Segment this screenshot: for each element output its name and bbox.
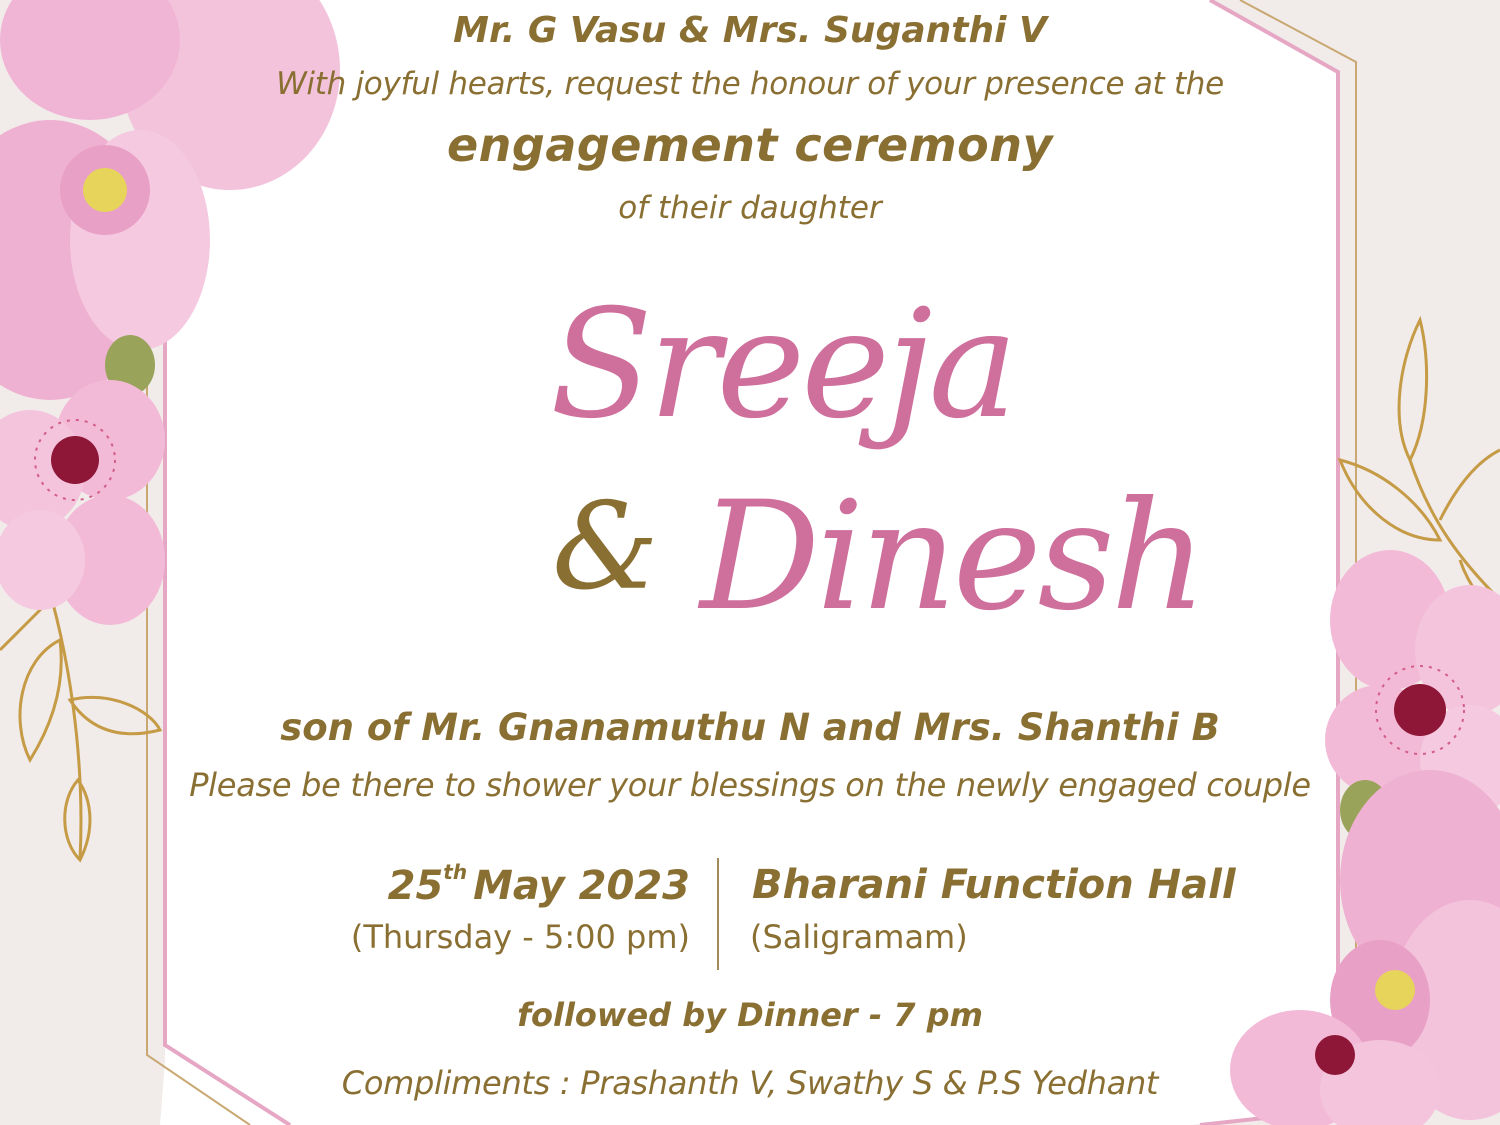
blessing-line: Please be there to shower your blessings on the newly engaged couple xyxy=(189,766,1311,804)
request-line: With joyful hearts, request the honour of your presence at the xyxy=(276,66,1224,102)
compliments-line: Compliments : Prashanth V, Swathy S & P.S Yedhant xyxy=(341,1064,1159,1102)
event-date xyxy=(388,860,690,909)
groom-name: Dinesh xyxy=(700,470,1204,644)
bride-name: Sreeja xyxy=(550,278,1014,452)
ampersand: & xyxy=(552,478,659,617)
relation-line: of their daughter xyxy=(618,190,882,226)
event-day-time: (Thursday - 5:00 pm) xyxy=(350,918,690,956)
date-suffix: th xyxy=(443,860,468,884)
dinner-line: followed by Dinner - 7 pm xyxy=(517,996,983,1034)
date-month-year: May 2023 xyxy=(473,863,690,909)
groom-parents-line: son of Mr. Gnanamuthu N and Mrs. Shanthi B xyxy=(280,706,1220,749)
hosts-line: Mr. G Vasu & Mrs. Suganthi V xyxy=(453,10,1047,51)
event-title: engagement ceremony xyxy=(446,118,1054,172)
venue-area: (Saligramam) xyxy=(750,918,968,956)
date-day: 25 xyxy=(387,863,444,909)
pink-blossom-left xyxy=(0,380,165,625)
date-venue-divider xyxy=(717,858,719,970)
venue-name: Bharani Function Hall xyxy=(752,862,1236,908)
